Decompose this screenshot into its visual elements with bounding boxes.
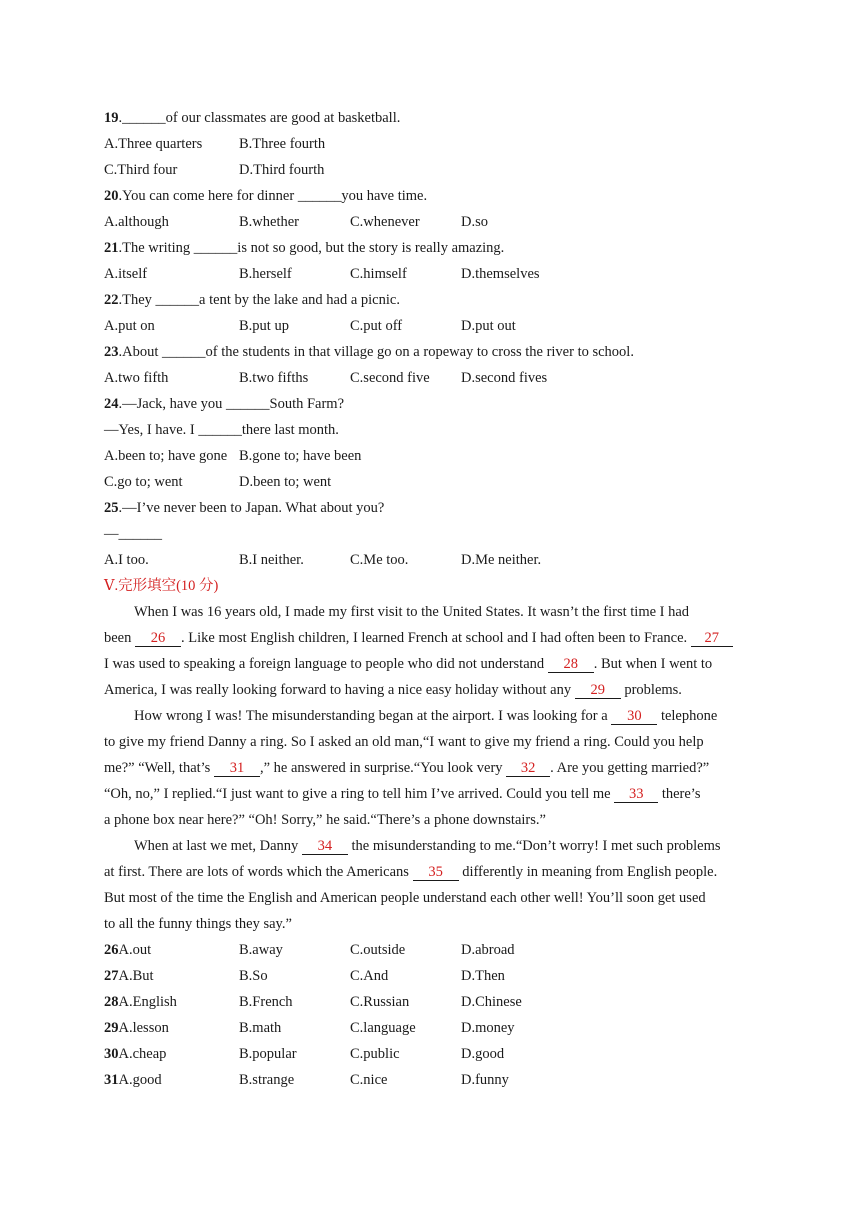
passage-text: there’s	[658, 786, 701, 802]
section-title: Ⅴ.完形填空(10 分)	[104, 578, 219, 594]
option-b: B.herself	[239, 266, 292, 282]
question-24	[104, 394, 344, 414]
question-number: 31	[104, 1072, 119, 1088]
question-number: 23	[104, 344, 119, 360]
passage-line	[104, 628, 733, 648]
passage-text: the misunderstanding to me.“Don’t worry! I met such problems	[347, 838, 721, 854]
passage-text: When at last we met, Danny	[134, 838, 302, 854]
passage-line: to all the funny things they say.”	[104, 916, 292, 932]
passage-text: telephone	[657, 708, 718, 724]
option-d: D.good	[461, 1046, 505, 1062]
option-a: A.two fifth	[104, 370, 169, 386]
passage-text: . Are you getting married?”	[550, 760, 710, 776]
option-text: A.But	[118, 968, 154, 984]
option-d: D.Then	[461, 968, 505, 984]
question-text: .—Jack, have you ______South Farm?	[118, 396, 345, 412]
question-number: 27	[104, 968, 119, 984]
option-d: D.so	[461, 214, 488, 230]
question-25-line2: —______	[104, 526, 162, 542]
option-text: A.good	[118, 1072, 162, 1088]
passage-text: “Oh, no,” I replied.“I just want to give a ring to tell him I’ve arrived. Could you tell me	[104, 786, 615, 802]
blank-32: 32	[506, 760, 550, 777]
option-c: C.public	[350, 1046, 400, 1062]
option-c: C.language	[350, 1020, 416, 1036]
option-text: A.English	[118, 994, 177, 1010]
passage-text: been	[104, 630, 135, 646]
passage-line: When I was 16 years old, I made my first visit to the United States. It wasn’t the first time I had	[134, 604, 690, 620]
option-a: A.itself	[104, 266, 148, 282]
question-text: .They ______a tent by the lake and had a picnic.	[118, 292, 400, 308]
option-text: A.lesson	[118, 1020, 169, 1036]
option-a: A.been to; have gone	[104, 448, 228, 464]
passage-text: I was used to speaking a foreign language to people who did not understand	[104, 656, 548, 672]
blank-30: 30	[611, 708, 657, 725]
passage-line	[104, 862, 717, 882]
option-d: D.been to; went	[239, 474, 332, 490]
passage-text: How wrong I was! The misunderstanding began at the airport. I was looking for a	[134, 708, 612, 724]
option-a: A.put on	[104, 318, 155, 334]
option-a: A.I too.	[104, 552, 149, 568]
question-23	[104, 342, 634, 362]
question-21	[104, 238, 504, 258]
option-b: B.gone to; have been	[239, 448, 362, 464]
passage-text: differently in meaning from English people.	[458, 864, 718, 880]
option-d: D.money	[461, 1020, 515, 1036]
question-19	[104, 108, 400, 128]
blank-28: 28	[548, 656, 594, 673]
blank-29: 29	[575, 682, 621, 699]
question-number: 20	[104, 188, 119, 204]
passage-line: But most of the time the English and American people understand each other well! You’ll soon get used	[104, 890, 706, 906]
option-a	[104, 966, 154, 986]
blank-33: 33	[614, 786, 658, 803]
passage-text: me?” “Well, that’s	[104, 760, 214, 776]
option-d: D.abroad	[461, 942, 515, 958]
passage-line	[104, 654, 712, 674]
passage-line	[104, 758, 709, 778]
blank-35: 35	[413, 864, 459, 881]
option-b: B.put up	[239, 318, 289, 334]
passage-text: problems.	[620, 682, 682, 698]
passage-text: at first. There are lots of words which the Americans	[104, 864, 413, 880]
question-25	[104, 498, 384, 518]
option-d: D.themselves	[461, 266, 540, 282]
passage-text: . Like most English children, I learned French at school and I had often been to France.	[181, 630, 691, 646]
passage-line: a phone box near here?” “Oh! Sorry,” he said.“There’s a phone downstairs.”	[104, 812, 546, 828]
question-22	[104, 290, 400, 310]
option-b: B.French	[239, 994, 293, 1010]
option-c: C.Me too.	[350, 552, 409, 568]
passage-line	[104, 784, 700, 804]
passage-line	[134, 706, 717, 726]
option-c: C.nice	[350, 1072, 388, 1088]
option-c: C.second five	[350, 370, 430, 386]
option-a	[104, 1044, 166, 1064]
option-d: D.Third fourth	[239, 162, 325, 178]
option-a	[104, 1018, 169, 1038]
blank-34: 34	[302, 838, 348, 855]
option-a: A.Three quarters	[104, 136, 203, 152]
option-c: C.outside	[350, 942, 406, 958]
option-b: B.whether	[239, 214, 299, 230]
option-b: B.strange	[239, 1072, 295, 1088]
passage-line	[134, 836, 721, 856]
option-b: B.So	[239, 968, 268, 984]
question-24-line2: —Yes, I have. I ______there last month.	[104, 422, 339, 438]
question-number: 28	[104, 994, 119, 1010]
question-text: .The writing ______is not so good, but the story is really amazing.	[118, 240, 505, 256]
question-number: 25	[104, 500, 119, 516]
option-text: A.cheap	[118, 1046, 167, 1062]
option-d: D.second fives	[461, 370, 548, 386]
option-d: D.Me neither.	[461, 552, 542, 568]
option-b: B.two fifths	[239, 370, 309, 386]
option-c: C.himself	[350, 266, 407, 282]
option-b: B.math	[239, 1020, 282, 1036]
option-a: A.although	[104, 214, 169, 230]
passage-text: . But when I went to	[593, 656, 713, 672]
option-c: C.go to; went	[104, 474, 183, 490]
blank-31: 31	[214, 760, 260, 777]
passage-line	[104, 680, 682, 700]
question-number: 26	[104, 942, 119, 958]
option-d: D.Chinese	[461, 994, 522, 1010]
question-number: 19	[104, 110, 119, 126]
option-c: C.And	[350, 968, 389, 984]
option-c: C.Third four	[104, 162, 178, 178]
option-a	[104, 1070, 162, 1090]
passage-line: to give my friend Danny a ring. So I asked an old man,“I want to give my friend a ring. Could you help	[104, 734, 704, 750]
blank-27: 27	[691, 630, 733, 647]
option-d: D.funny	[461, 1072, 509, 1088]
question-number: 24	[104, 396, 119, 412]
option-a	[104, 992, 177, 1012]
question-text: .You can come here for dinner ______you have time.	[118, 188, 428, 204]
option-c: C.whenever	[350, 214, 420, 230]
question-text: .About ______of the students in that village go on a ropeway to cross the river to school.	[118, 344, 634, 360]
option-b: B.Three fourth	[239, 136, 326, 152]
question-number: 21	[104, 240, 119, 256]
blank-26: 26	[135, 630, 181, 647]
option-c: C.Russian	[350, 994, 410, 1010]
question-text: .—I’ve never been to Japan. What about you?	[118, 500, 385, 516]
option-b: B.away	[239, 942, 283, 958]
question-text: .______of our classmates are good at basketball.	[118, 110, 401, 126]
passage-text: America, I was really looking forward to having a nice easy holiday without any	[104, 682, 575, 698]
option-b: B.popular	[239, 1046, 297, 1062]
question-20	[104, 186, 427, 206]
option-b: B.I neither.	[239, 552, 304, 568]
option-c: C.put off	[350, 318, 403, 334]
question-number: 29	[104, 1020, 119, 1036]
passage-text: ,” he answered in surprise.“You look very	[259, 760, 507, 776]
option-text: A.out	[118, 942, 152, 958]
option-d: D.put out	[461, 318, 516, 334]
option-a	[104, 940, 151, 960]
question-number: 30	[104, 1046, 119, 1062]
question-number: 22	[104, 292, 119, 308]
